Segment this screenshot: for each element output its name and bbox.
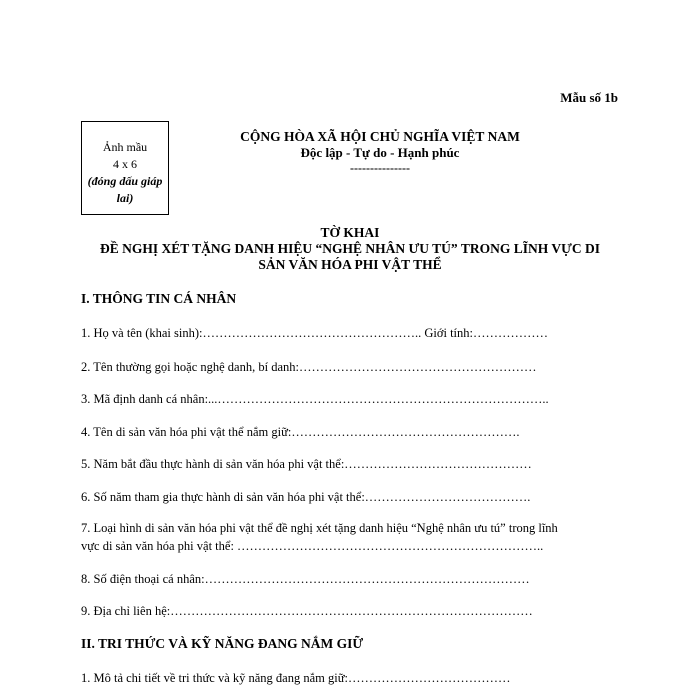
form-title-line3: SẢN VĂN HÓA PHI VẬT THỂ [258, 257, 442, 272]
photo-stamp-note-line2: lai) [116, 191, 134, 205]
field-full-name[interactable]: 1. Họ và tên (khai sinh):…………………………………………….. Giới tính:……………… [81, 326, 549, 340]
photo-size: 4 x 6 [113, 157, 137, 171]
national-header [170, 129, 590, 175]
field-address[interactable]: 9. Địa chỉ liên hệ:…………………………………………………………………………… [81, 604, 533, 618]
field-years-practice[interactable]: 6. Số năm tham gia thực hành di sản văn hóa phi vật thể:…………………………………. [81, 490, 531, 504]
field-heritage-type[interactable]: vực di sản văn hóa phi vật thể: ……………………………………………………………….. [81, 539, 544, 553]
header-divider: --------------- [350, 161, 410, 175]
form-title-line1: TỜ KHAI [320, 225, 380, 240]
form-title-line2: ĐỀ NGHỊ XÉT TẶNG DANH HIỆU “NGHỆ NHÂN ƯU TÚ” TRONG LĨNH VỰC DI [100, 241, 600, 256]
field-phone[interactable]: 8. Số điện thoại cá nhân:…………………………………………………………………… [81, 572, 530, 586]
photo-placeholder-box [81, 121, 169, 215]
section-heading-knowledge-skills: II. TRI THỨC VÀ KỸ NĂNG ĐANG NẮM GIỮ [81, 636, 364, 651]
field-knowledge-description[interactable]: 1. Mô tả chi tiết về tri thức và kỹ năng đang nắm giữ:………………………………… [81, 671, 511, 685]
section-heading-personal-info: I. THÔNG TIN CÁ NHÂN [81, 291, 237, 306]
country-name: CỘNG HÒA XÃ HỘI CHỦ NGHĨA VIỆT NAM [240, 129, 520, 144]
field-heritage-name[interactable]: 4. Tên di sản văn hóa phi vật thể nắm giữ:………………………………………………. [81, 425, 520, 439]
field-personal-id[interactable]: 3. Mã định danh cá nhân:...…………………………………………………………………….. [81, 392, 549, 406]
field-start-year[interactable]: 5. Năm bắt đầu thực hành di sản văn hóa phi vật thể:……………………………………… [81, 457, 532, 471]
photo-label: Ảnh mầu [102, 140, 148, 154]
form-code: Mẫu số 1b [560, 90, 618, 105]
photo-stamp-note-line1: (đóng dấu giáp [87, 174, 163, 188]
photo-stamp-note [82, 173, 168, 207]
form-title [60, 225, 640, 273]
field-heritage-type-line1: 7. Loại hình di sản văn hóa phi vật thể đề nghị xét tặng danh hiệu “Nghệ nhân ưu tú” trong lĩnh [81, 521, 558, 535]
national-motto: Độc lập - Tự do - Hạnh phúc [300, 145, 460, 160]
field-alias[interactable]: 2. Tên thường gọi hoặc nghệ danh, bí danh:………………………………………………… [81, 360, 537, 374]
